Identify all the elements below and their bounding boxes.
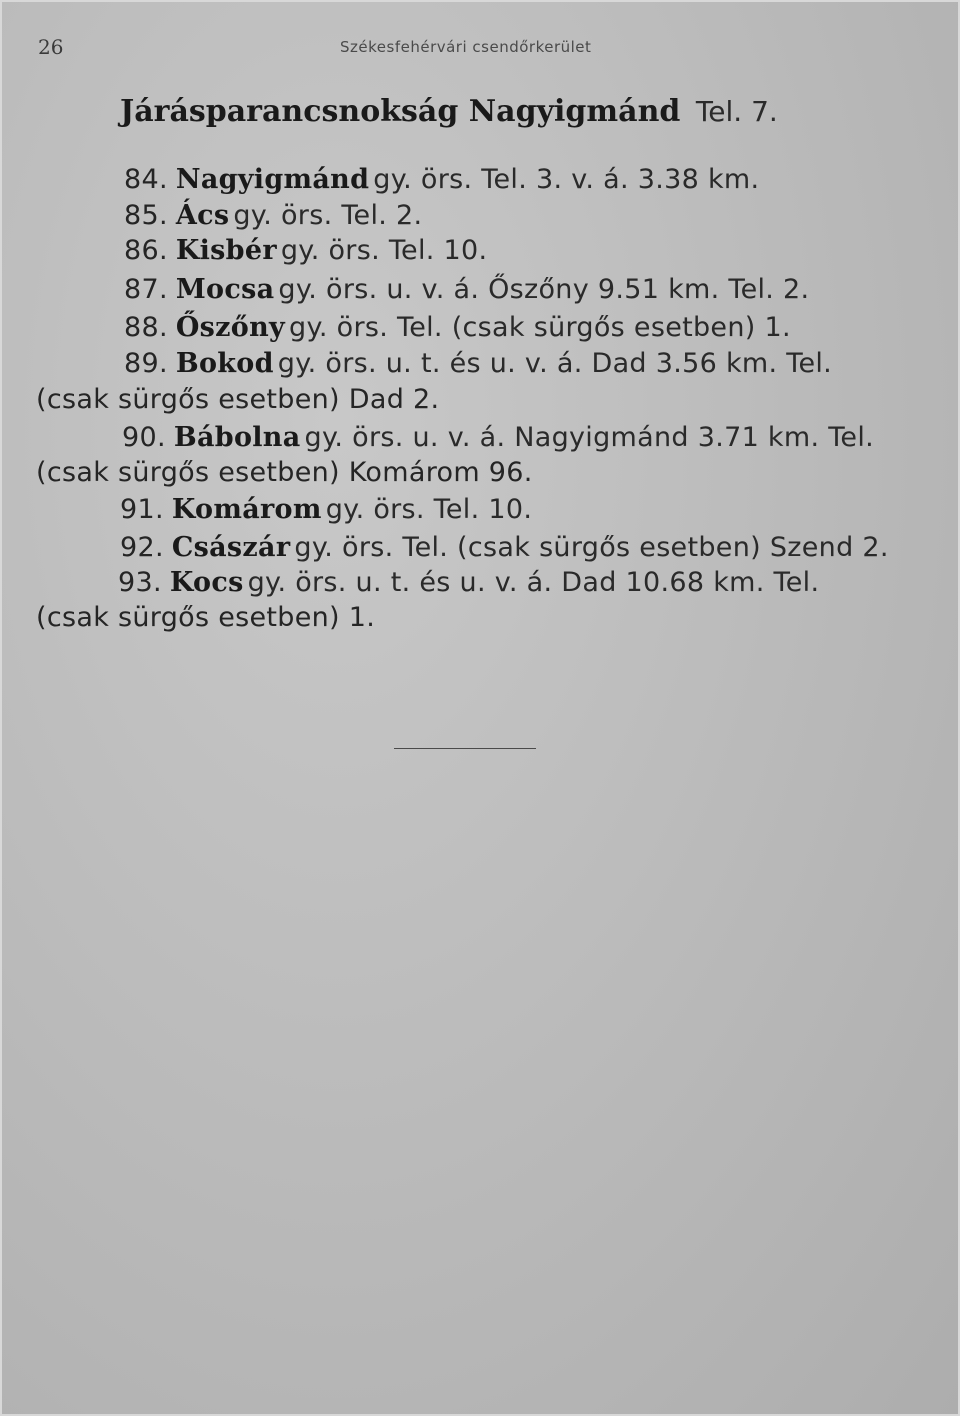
entry-place: Ács — [175, 200, 230, 231]
entry-93 — [118, 567, 819, 598]
entry-90-continuation: (csak sürgős esetben) Komárom 96. — [36, 457, 533, 488]
entry-90 — [122, 422, 874, 453]
entry-details: gy. örs. Tel. 10. — [325, 494, 533, 525]
entry-place: Kisbér — [175, 235, 277, 266]
entry-85 — [124, 200, 422, 231]
entry-details: gy. örs. u. v. á. Őszőny 9.51 km. Tel. 2. — [278, 274, 810, 305]
entry-number: 86. — [124, 235, 168, 266]
entry-84 — [124, 164, 759, 195]
entry-number: 89. — [124, 348, 168, 379]
entry-place: Bokod — [175, 348, 274, 379]
page-number: 26 — [38, 35, 64, 59]
entry-number: 88. — [124, 312, 168, 343]
entry-details: gy. örs. Tel. 2. — [233, 200, 423, 231]
section-name: Járásparancsnokság Nagyigmánd — [120, 94, 681, 129]
section-tel: Tel. 7. — [695, 95, 778, 128]
entry-place: Bábolna — [173, 422, 301, 453]
entry-number: 90. — [122, 422, 166, 453]
entry-details: gy. örs. u. t. és u. v. á. Dad 10.68 km. Tel. — [247, 567, 820, 598]
section-divider — [394, 748, 536, 749]
entry-number: 91. — [120, 494, 164, 525]
running-head: Székesfehérvári csendőrkerület — [340, 38, 592, 56]
entry-87 — [124, 274, 809, 305]
entry-details: gy. örs. Tel. 3. v. á. 3.38 km. — [373, 164, 760, 195]
entry-place: Nagyigmánd — [175, 164, 370, 195]
entry-details: gy. örs. Tel. (csak sürgős esetben) 1. — [289, 312, 791, 343]
entry-number: 85. — [124, 200, 168, 231]
entry-place: Kocs — [169, 567, 244, 598]
entry-number: 84. — [124, 164, 168, 195]
entry-place: Komárom — [171, 494, 322, 525]
entry-place: Mocsa — [175, 274, 275, 305]
entry-88 — [124, 312, 791, 343]
entry-93-continuation: (csak sürgős esetben) 1. — [36, 602, 376, 633]
entry-number: 87. — [124, 274, 168, 305]
section-title — [120, 94, 778, 129]
entry-92 — [120, 532, 889, 563]
entry-91 — [120, 494, 532, 525]
entry-89-continuation: (csak sürgős esetben) Dad 2. — [36, 384, 440, 415]
entry-89 — [124, 348, 832, 379]
entry-number: 92. — [120, 532, 164, 563]
entry-details: gy. örs. u. t. és u. v. á. Dad 3.56 km. Tel. — [277, 348, 833, 379]
entry-86 — [124, 235, 487, 266]
entry-number: 93. — [118, 567, 162, 598]
entry-place: Császár — [171, 532, 291, 563]
entry-place: Őszőny — [175, 312, 286, 343]
entry-details: gy. örs. Tel. 10. — [280, 235, 488, 266]
entry-details: gy. örs. Tel. (csak sürgős esetben) Szend 2. — [294, 532, 889, 563]
entry-details: gy. örs. u. v. á. Nagyigmánd 3.71 km. Tel. — [304, 422, 875, 453]
